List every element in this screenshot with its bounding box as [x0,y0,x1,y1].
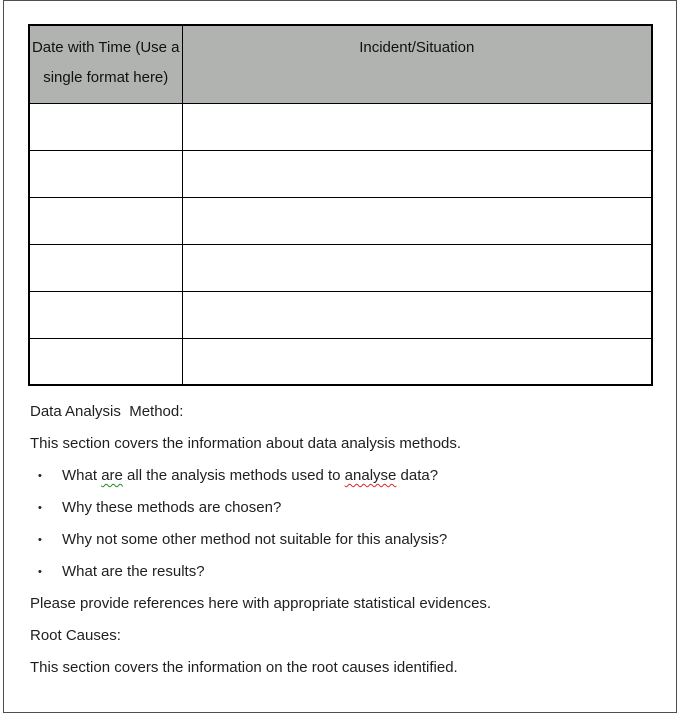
bullet-item-why-not-other [30,524,650,556]
data-analysis-description: This section covers the information about data analysis methods. [30,435,462,452]
incident-cell-empty[interactable] [182,150,652,197]
date-cell-empty[interactable] [29,244,182,291]
spelling-marked-word: analyse [344,467,397,484]
bullet-icon: • [38,534,42,546]
bullet-text [62,460,438,492]
incident-cell-empty[interactable] [182,197,652,244]
table-row [29,103,652,150]
table-header-row [29,25,652,103]
header-cell-date-with-time [29,25,182,103]
bullet-text: What are the results? [62,563,205,580]
bullet-icon: • [38,502,42,514]
table-row [29,291,652,338]
table-row [29,338,652,385]
table-row [29,244,652,291]
incident-cell-empty[interactable] [182,338,652,385]
root-causes-description: This section covers the information on the root causes identified. [30,659,458,676]
bullet-icon: • [38,566,42,578]
table-row [29,150,652,197]
text-block [30,396,650,684]
bullet-segment: What [62,467,102,484]
data-analysis-method-heading: Data Analysis Method: [30,403,184,420]
incident-cell-empty[interactable] [182,244,652,291]
header-date-line-2: single format here) [43,69,169,86]
bullet-item-analysis-methods [30,460,650,492]
header-date-line-1: Date with Time (Use a [31,39,180,56]
bullet-icon: • [38,470,42,482]
header-cell-incident-situation [182,25,652,103]
date-cell-empty[interactable] [29,338,182,385]
incident-table-body [29,103,652,385]
date-cell-empty[interactable] [29,150,182,197]
references-note: Please provide references here with appropriate statistical evidences. [30,595,492,612]
bullet-text: Why these methods are chosen? [62,499,282,516]
incident-cell-empty[interactable] [182,291,652,338]
bullet-segment: data? [396,467,439,484]
incident-cell-empty[interactable] [182,103,652,150]
bullet-item-results [30,556,650,588]
bullet-item-why-chosen [30,492,650,524]
bullet-segment: all the analysis methods used to [122,467,345,484]
date-cell-empty[interactable] [29,197,182,244]
grammar-marked-word: are [101,467,123,484]
incident-table [28,24,653,386]
bullet-text: Why not some other method not suitable for this analysis? [62,531,448,548]
table-row [29,197,652,244]
header-incident-label: Incident/Situation [359,39,475,56]
date-cell-empty[interactable] [29,103,182,150]
date-cell-empty[interactable] [29,291,182,338]
root-causes-heading: Root Causes: [30,627,121,644]
